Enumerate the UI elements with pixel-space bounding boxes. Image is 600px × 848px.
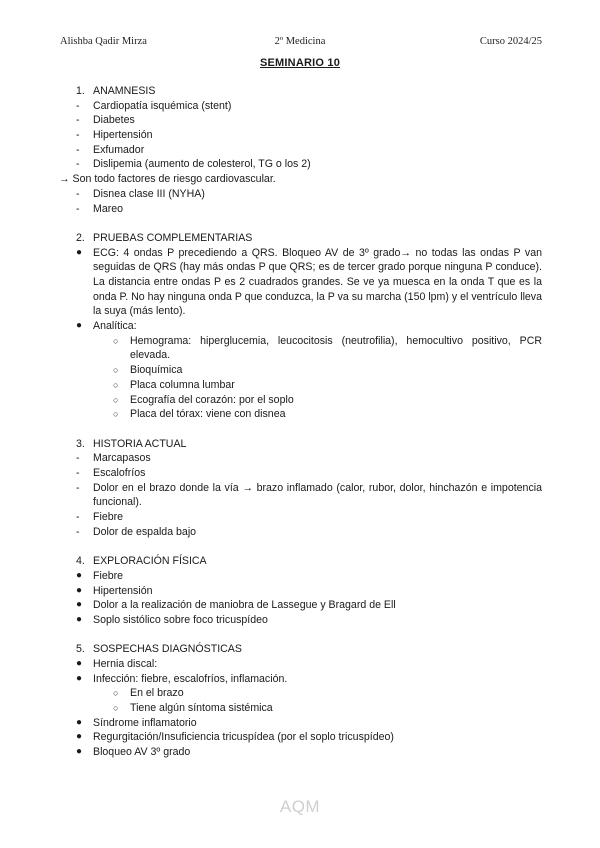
section-heading-pruebas <box>0 231 600 246</box>
section-number: 2. <box>76 231 85 244</box>
bullet-marker: ● <box>76 746 83 758</box>
sub-list-item: ○ En el brazo <box>113 687 184 700</box>
dash-marker: - <box>76 99 80 112</box>
dash-marker: - <box>76 481 80 494</box>
list-item: ● Regurgitación/Insuficiencia tricuspídea (por el soplo tricuspídeo) <box>76 731 394 744</box>
circle-marker: ○ <box>113 379 119 390</box>
sub-list-item: ○ Placa columna lumbar <box>113 378 235 391</box>
bullet-marker: ● <box>76 731 83 743</box>
bullet-marker: ● <box>76 672 83 684</box>
list-item: - Dolor en el brazo donde la vía → brazo inflamado (calor, rubor, dolor, hinchazón e impotencia funcional). <box>76 481 542 509</box>
ecg-paragraph: ECG: 4 ondas P precediendo a QRS. Bloqueo AV de 3º grado→ no todas las ondas P van seguidas de QRS (hay más ondas P que QRS; es de tercer grado porque ninguna P conduce). La distancia entre ondas P es 2 cuadrados grandes. Se ve ya muesca en la onda T que es la onda P. No hay ninguna onda P que conduzca, la P va su marcha (150 lpm) y el ventrículo lleva la suya (más lento). <box>93 246 542 318</box>
section-title: HISTORIA ACTUAL <box>93 437 187 450</box>
list-item: ● Fiebre <box>76 569 124 582</box>
course-level: 2º Medicina <box>274 36 326 47</box>
list-item: - Dislipemia (aumento de colesterol, TG o los 2) <box>76 158 311 171</box>
list-item: ● Bloqueo AV 3º grado <box>76 746 191 759</box>
list-item: - Escalofríos <box>76 466 146 479</box>
list-item: ● Infección: fiebre, escalofríos, inflamación. <box>76 672 288 685</box>
arrow-note: → Son todo factores de riesgo cardiovascular. <box>59 173 276 186</box>
section-title: EXPLORACIÓN FÍSICA <box>93 555 207 568</box>
list-item: - Diabetes <box>76 114 135 127</box>
section-number: 1. <box>76 85 85 97</box>
list-item: - Fiebre <box>76 511 124 524</box>
bullet-marker: ● <box>76 320 83 332</box>
sub-list-item: ○ Hemograma: hiperglucemia, leucocitosis (neutrofilia), hemocultivo positivo, PCR elevada. <box>113 334 542 362</box>
document-title: SEMINARIO 10 <box>259 57 341 69</box>
list-item: - Exfumador <box>76 143 145 156</box>
dash-marker: - <box>76 525 80 538</box>
author-name: Alishba Qadir Mirza <box>60 36 147 47</box>
list-item: - Dolor de espalda bajo <box>76 525 197 538</box>
dash-marker: - <box>76 452 80 465</box>
circle-marker: ○ <box>113 365 119 376</box>
document-body <box>0 84 600 760</box>
list-item: - Mareo <box>76 202 124 215</box>
dash-marker: - <box>76 511 80 524</box>
dash-marker: - <box>76 202 80 215</box>
sub-list-item: ○ Bioquímica <box>113 364 183 377</box>
list-item: ● Hipertensión <box>76 584 153 597</box>
bullet-marker: ● <box>76 584 83 596</box>
sub-list-item: ○ Tiene algún síntoma sistémica <box>113 702 273 715</box>
list-item: - Disnea clase III (NYHA) <box>76 187 205 200</box>
list-item: ● Hernia discal: <box>76 657 158 670</box>
dash-marker: - <box>76 129 80 142</box>
sub-list-item: ○ Ecografía del corazón: por el soplo <box>113 393 294 406</box>
list-item-ecg <box>0 246 600 320</box>
list-item: ● Soplo sistólico sobre foco tricuspídeo <box>76 613 268 626</box>
circle-marker: ○ <box>113 688 119 699</box>
circle-marker: ○ <box>113 409 119 420</box>
section-number: 3. <box>76 437 85 450</box>
section-number: 5. <box>76 643 85 656</box>
section-heading-historia <box>0 437 600 452</box>
list-item: - Cardiopatía isquémica (stent) <box>76 99 232 112</box>
section-heading-sospechas <box>0 642 600 657</box>
list-item: ● Analítica: <box>76 320 137 333</box>
bullet-marker: ● <box>76 569 83 581</box>
bullet-marker: ● <box>76 613 83 625</box>
dash-marker: - <box>76 158 80 171</box>
dash-marker: - <box>76 114 80 127</box>
academic-year: Curso 2024/25 <box>479 36 542 47</box>
section-title: SOSPECHAS DIAGNÓSTICAS <box>93 643 242 656</box>
section-heading-anamnesis <box>0 84 600 99</box>
circle-marker: ○ <box>113 394 119 405</box>
section-heading-exploracion <box>0 554 600 569</box>
section-title: PRUEBAS COMPLEMENTARIAS <box>93 231 253 244</box>
list-item: ● Dolor a la realización de maniobra de Lassegue y Bragard de Ell <box>76 599 396 612</box>
bullet-marker: ● <box>76 716 83 728</box>
circle-marker: ○ <box>113 703 119 714</box>
bullet-marker: ● <box>76 246 83 258</box>
watermark: AQM <box>279 797 321 816</box>
section-number: 4. <box>76 555 85 568</box>
dash-marker: - <box>76 143 80 156</box>
list-item: ● Síndrome inflamatorio <box>76 716 197 729</box>
sub-list-item: ○ Placa del tórax: viene con disnea <box>113 408 286 421</box>
bullet-marker: ● <box>76 657 83 669</box>
bullet-marker: ● <box>76 599 83 611</box>
section-title: ANAMNESIS <box>93 85 156 97</box>
dash-marker: - <box>76 187 80 200</box>
list-item: - Hipertensión <box>76 129 153 142</box>
list-item: - Marcapasos <box>76 452 151 465</box>
dash-marker: - <box>76 466 80 479</box>
circle-marker: ○ <box>113 335 119 346</box>
